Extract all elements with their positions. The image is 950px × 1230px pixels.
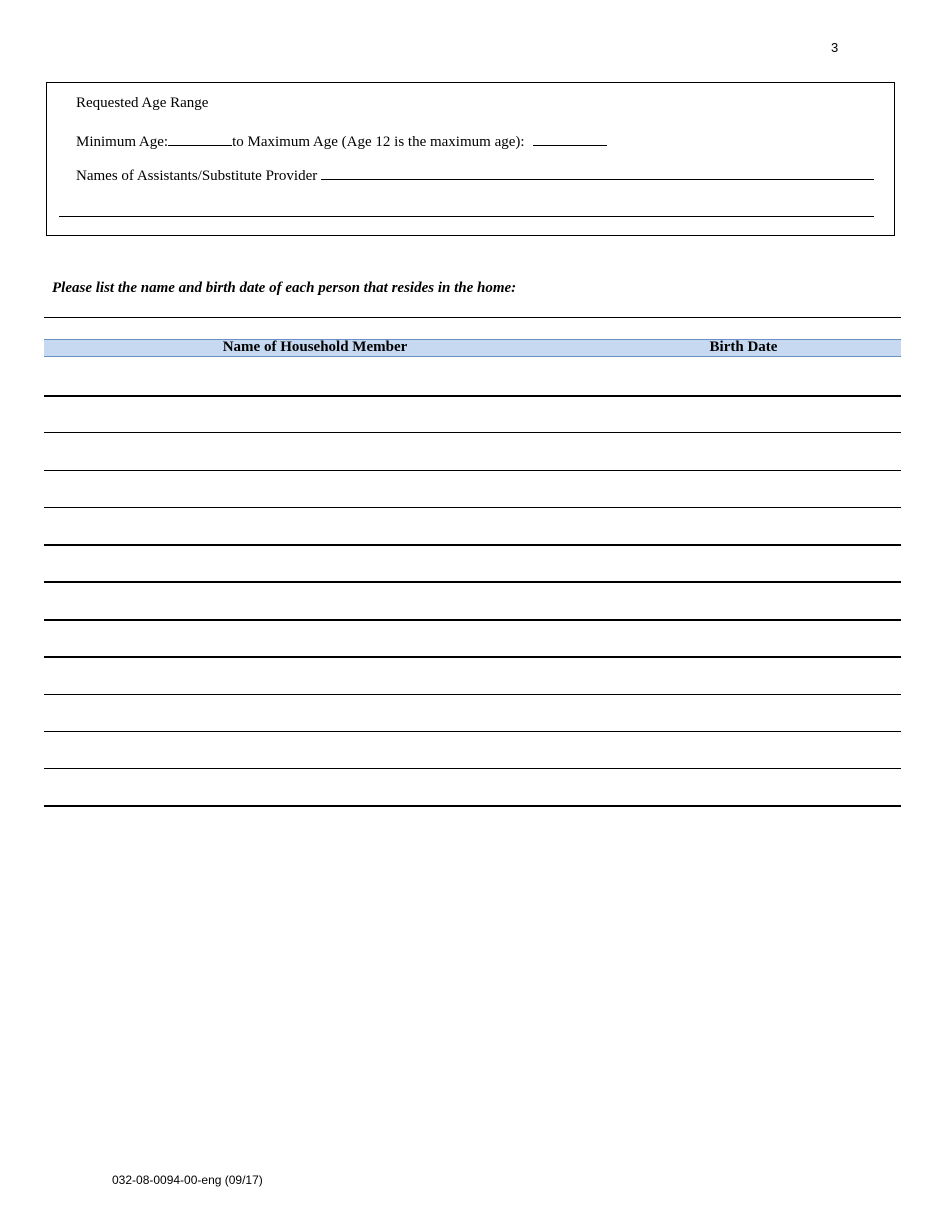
form-id-footer: 032-08-0094-00-eng (09/17) (112, 1173, 263, 1187)
assistants-line (76, 166, 874, 185)
table-row[interactable] (44, 656, 901, 658)
column-header-name: Name of Household Member (222, 339, 408, 355)
maximum-age-field[interactable] (533, 132, 607, 146)
age-range-box (46, 82, 895, 236)
table-row[interactable] (44, 470, 901, 471)
table-row[interactable] (44, 432, 901, 433)
assistants-field[interactable] (321, 166, 874, 180)
table-row[interactable] (44, 581, 901, 583)
column-header-birth-date: Birth Date (709, 339, 778, 355)
table-row[interactable] (44, 805, 901, 807)
requested-age-range-heading: Requested Age Range (76, 95, 209, 111)
table-row[interactable] (44, 507, 901, 508)
age-range-line (76, 132, 607, 151)
assistants-label: Names of Assistants/Substitute Provider (76, 168, 318, 184)
table-row[interactable] (44, 619, 901, 621)
page-number: 3 (831, 40, 839, 55)
minimum-age-label: Minimum Age: (76, 134, 169, 150)
minimum-age-field[interactable] (168, 132, 232, 146)
maximum-age-label: to Maximum Age (Age 12 is the maximum age): (232, 134, 525, 150)
household-table-header (44, 339, 901, 357)
assistants-field-continued[interactable] (59, 216, 874, 217)
table-top-rule (44, 317, 901, 318)
table-row[interactable] (44, 694, 901, 695)
household-instruction: Please list the name and birth date of each person that resides in the home: (52, 280, 517, 296)
table-row[interactable] (44, 731, 901, 732)
table-row[interactable] (44, 544, 901, 546)
table-row[interactable] (44, 395, 901, 397)
table-row[interactable] (44, 768, 901, 769)
